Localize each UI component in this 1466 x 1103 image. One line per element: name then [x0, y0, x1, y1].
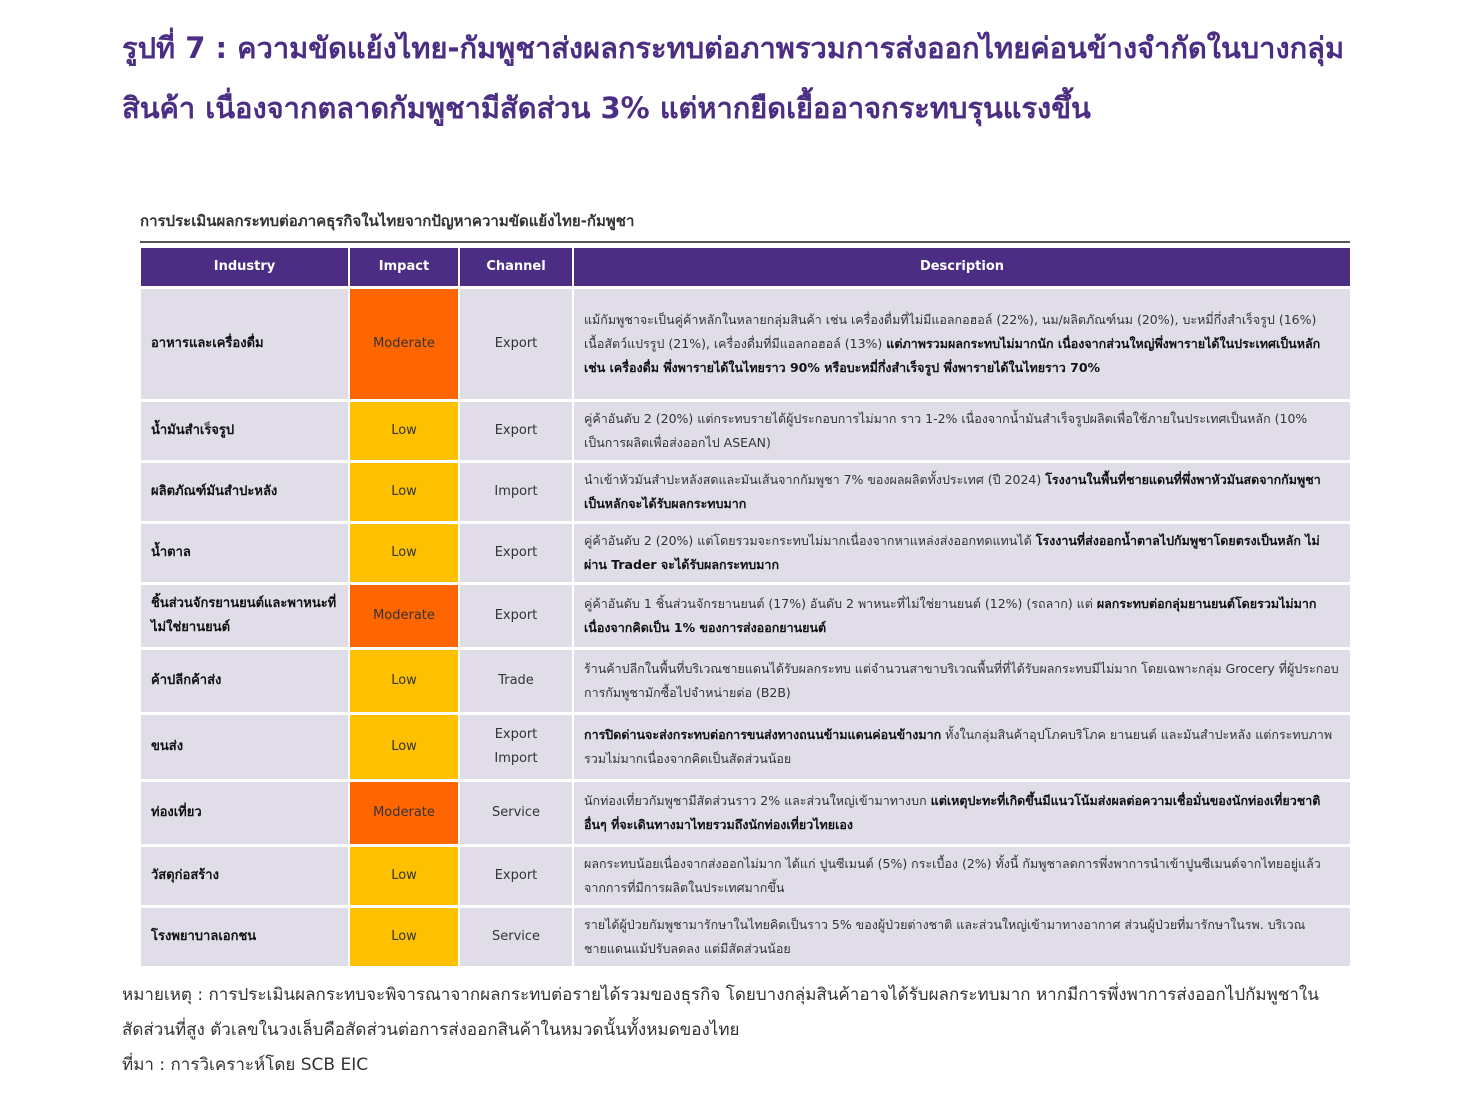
impact-badge: Low — [350, 463, 458, 521]
channel-cell — [460, 908, 572, 966]
impact-badge: Low — [350, 402, 458, 460]
channel-cell — [460, 715, 572, 779]
description-cell — [574, 650, 1350, 712]
description-text: คู่ค้าอันดับ 2 (20%) แต่โดยรวมจะกระทบไม่มากเนื่องจากหาแหล่งส่งออกทดแทนได้ — [584, 533, 1032, 548]
impact-badge: Moderate — [350, 289, 458, 399]
header-industry: Industry — [141, 248, 348, 286]
table-row — [141, 782, 1350, 844]
description-cell — [574, 524, 1350, 582]
industry-cell: โรงพยาบาลเอกชน — [141, 908, 348, 966]
table-row — [141, 847, 1350, 905]
industry-cell: น้ำมันสำเร็จรูป — [141, 402, 348, 460]
description-emphasis: โรงงานในพื้นที่ชายแดนที่พึ่งพาหัวมันสดจากกัมพูชาเป็นหลักจะได้รับผลกระทบมาก — [584, 472, 1321, 511]
industry-cell: อาหารและเครื่องดื่ม — [141, 289, 348, 399]
industry-cell: วัสดุก่อสร้าง — [141, 847, 348, 905]
description-text: นักท่องเที่ยวกัมพูชามีสัดส่วนราว 2% และส่วนใหญ่เข้ามาทางบก — [584, 793, 927, 808]
table-row — [141, 402, 1350, 460]
impact-badge: Low — [350, 715, 458, 779]
channel-cell — [460, 585, 572, 647]
table-row — [141, 289, 1350, 399]
industry-cell: ผลิตภัณฑ์มันสำปะหลัง — [141, 463, 348, 521]
channel-label: Export — [494, 608, 538, 623]
description-emphasis: การปิดด่านจะส่งกระทบต่อการขนส่งทางถนนข้ามแดนค่อนข้างมาก — [584, 727, 942, 742]
channel-label: Service — [491, 805, 541, 820]
description-emphasis: แต่เหตุปะทะที่เกิดขึ้นมีแนวโน้มส่งผลต่อความเชื่อมั่นของนักท่องเที่ยวชาติอื่นๆ ที่จะเดินทางมาไทยรวมถึงนักท่องเที่ยวไทยเอง — [584, 793, 1321, 832]
channel-cell — [460, 847, 572, 905]
description-cell — [574, 847, 1350, 905]
channel-label: Import — [494, 751, 538, 766]
table-row — [141, 908, 1350, 966]
description-text: แม้กัมพูชาจะเป็นคู่ค้าหลักในหลายกลุ่มสินค้า เช่น เครื่องดื่มที่ไม่มีแอลกอฮอล์ (22%), นม/ผลิตภัณฑ์นม (20%), บะหมี่กึ่งสำเร็จรูป (16%) เนื้อสัตว์แปรรูป (21%), เครื่องดื่มที่มีแอลกอฮอล์ (13%) — [584, 312, 1317, 351]
channel-cell — [460, 463, 572, 521]
header-description: Description — [574, 248, 1350, 286]
impact-table — [139, 245, 1352, 969]
description-text: ร้านค้าปลีกในพื้นที่บริเวณชายแดนได้รับผลกระทบ แต่จำนวนสาขาบริเวณพื้นที่ที่ได้รับผลกระทบมีไม่มาก โดยเฉพาะกลุ่ม Grocery ที่ผู้ประกอบการกัมพูชามักซื้อไปจำหน่ายต่อ (B2B) — [584, 661, 1339, 700]
figure-title: รูปที่ 7 : ความขัดแย้งไทย-กัมพูชาส่งผลกระทบต่อภาพรวมการส่งออกไทยค่อนข้างจำกัดในบางกลุ่มสินค้า เนื่องจากตลาดกัมพูชามีสัดส่วน 3% แต่หากยืดเยื้ออาจกระทบรุนแรงขึ้น — [122, 31, 1345, 125]
description-emphasis: โรงงานที่ส่งออกน้ำตาลไปกัมพูชาโดยตรงเป็นหลัก ไม่ผ่าน Trader จะได้รับผลกระทบมาก — [584, 533, 1320, 572]
table-caption: การประเมินผลกระทบต่อภาคธุรกิจในไทยจากปัญหาความขัดแย้งไทย-กัมพูชา — [140, 209, 1350, 243]
channel-cell — [460, 402, 572, 460]
industry-cell: ขนส่ง — [141, 715, 348, 779]
source-text: ที่มา : การวิเคราะห์โดย SCB EIC — [122, 1055, 369, 1075]
channel-label: Export — [494, 727, 538, 742]
description-text: นำเข้าหัวมันสำปะหลังสดและมันเส้นจากกัมพูชา 7% ของผลผลิตทั้งประเทศ (ปี 2024) — [584, 472, 1042, 487]
header-impact: Impact — [350, 248, 458, 286]
description-emphasis: แต่ภาพรวมผลกระทบไม่มากนัก เนื่องจากส่วนใหญ่พึ่งพารายได้ในประเทศเป็นหลัก เช่น เครื่องดื่ม พึ่งพารายได้ในไทยราว 90% หรือบะหมี่กึ่งสำเร็จรูป พึ่งพารายได้ในไทยราว 70% — [584, 336, 1321, 375]
description-cell — [574, 715, 1350, 779]
industry-cell: ชิ้นส่วนจักรยานยนต์และพาหนะที่ไม่ใช่ยานยนต์ — [141, 585, 348, 647]
description-emphasis: ผลกระทบต่อกลุ่มยานยนต์โดยรวมไม่มากเนื่องจากคิดเป็น 1% ของการส่งออกยานยนต์ — [584, 596, 1317, 635]
description-cell — [574, 402, 1350, 460]
channel-label: Import — [494, 484, 538, 499]
impact-badge: Low — [350, 650, 458, 712]
channel-label: Export — [494, 545, 538, 560]
table-header-row — [141, 248, 1350, 286]
description-text: คู่ค้าอันดับ 2 (20%) แต่กระทบรายได้ผู้ประกอบการไม่มาก ราว 1-2% เนื่องจากน้ำมันสำเร็จรูปผลิตเพื่อใช้ภายในประเทศเป็นหลัก (10% เป็นการผลิตเพื่อส่งออกไป ASEAN) — [584, 411, 1308, 450]
channel-label: Export — [494, 868, 538, 883]
impact-badge: Low — [350, 847, 458, 905]
channel-label: Export — [494, 423, 538, 438]
description-cell — [574, 908, 1350, 966]
footnote — [122, 978, 1352, 1083]
channel-label: Service — [491, 929, 541, 944]
description-text: คู่ค้าอันดับ 1 ชิ้นส่วนจักรยานยนต์ (17%) อันดับ 2 พาหนะที่ไม่ใช่ยานยนต์ (12%) (รถลาก) แต่ — [584, 596, 1093, 611]
table-row — [141, 650, 1350, 712]
channel-label: Export — [494, 336, 538, 351]
description-cell — [574, 463, 1350, 521]
channel-cell — [460, 289, 572, 399]
impact-badge: Low — [350, 908, 458, 966]
note-text: หมายเหตุ : การประเมินผลกระทบจะพิจารณาจากผลกระทบต่อรายได้รวมของธุรกิจ โดยบางกลุ่มสินค้าอาจได้รับผลกระทบมาก หากมีการพึ่งพาการส่งออกไปกัมพูชาในสัดส่วนที่สูง ตัวเลขในวงเล็บคือสัดส่วนต่อการส่งออกสินค้าในหมวดนั้นทั้งหมดของไทย — [122, 985, 1319, 1040]
description-text: รายได้ผู้ป่วยกัมพูชามารักษาในไทยคิดเป็นราว 5% ของผู้ป่วยต่างชาติ และส่วนใหญ่เข้ามาทางอากาศ ส่วนผู้ป่วยที่มารักษาในรพ. บริเวณชายแดนแม้ปรับลดลง แต่มีสัดส่วนน้อย — [584, 917, 1306, 956]
channel-cell — [460, 524, 572, 582]
description-text: ผลกระทบน้อยเนื่องจากส่งออกไม่มาก ได้แก่ ปูนซีเมนต์ (5%) กระเบื้อง (2%) ทั้งนี้ กัมพูชาลดการพึ่งพาการนำเข้าปูนซีเมนต์จากไทยอยู่แล้วจากการที่มีการผลิตในประเทศมากขึ้น — [584, 856, 1321, 895]
impact-badge: Moderate — [350, 585, 458, 647]
table-row — [141, 585, 1350, 647]
description-text: ทั้งในกลุ่มสินค้าอุปโภคบริโภค ยานยนต์ และมันสำปะหลัง แต่กระทบภาพรวมไม่มากเนื่องจากคิดเป็นสัดส่วนน้อย — [584, 727, 1333, 766]
impact-badge: Low — [350, 524, 458, 582]
table-body — [141, 289, 1350, 966]
table-row — [141, 524, 1350, 582]
header-channel: Channel — [460, 248, 572, 286]
description-cell — [574, 585, 1350, 647]
channel-cell — [460, 782, 572, 844]
industry-cell: ท่องเที่ยว — [141, 782, 348, 844]
industry-cell: ค้าปลีกค้าส่ง — [141, 650, 348, 712]
industry-cell: น้ำตาล — [141, 524, 348, 582]
table-row — [141, 463, 1350, 521]
description-cell — [574, 782, 1350, 844]
impact-badge: Moderate — [350, 782, 458, 844]
table-row — [141, 715, 1350, 779]
channel-cell — [460, 650, 572, 712]
description-cell — [574, 289, 1350, 399]
channel-label: Trade — [498, 673, 534, 688]
